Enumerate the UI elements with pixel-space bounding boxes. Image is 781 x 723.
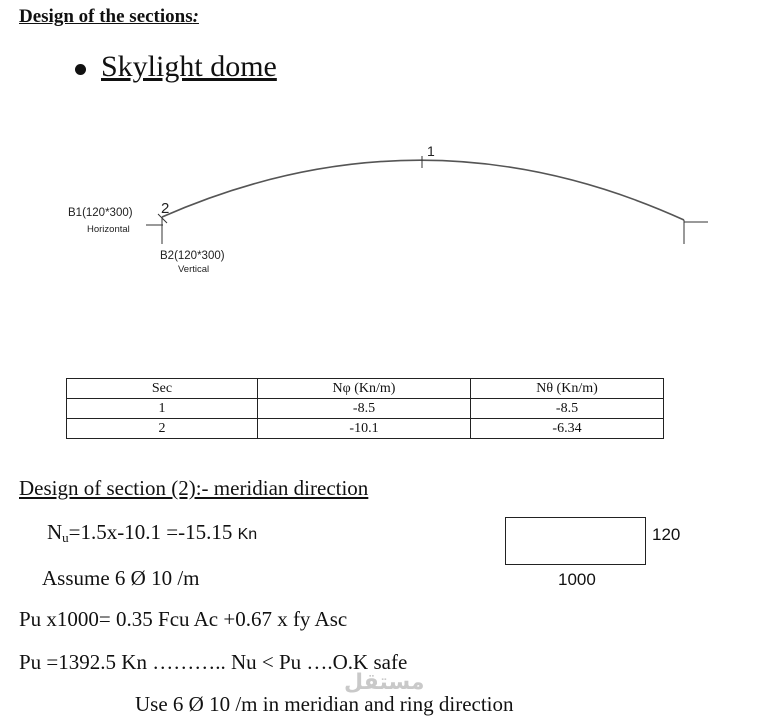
- point-2-label: 2: [161, 200, 170, 217]
- nu-subscript: u: [62, 530, 69, 545]
- heading-text: Design of the sections: [19, 6, 193, 27]
- bullet-item: [75, 50, 277, 84]
- section-rectangle: [505, 517, 646, 565]
- table-row: [67, 399, 664, 419]
- section-height-label: 120: [652, 525, 681, 544]
- section-heading: [19, 6, 199, 28]
- table-cell: 2: [67, 419, 258, 439]
- section-2-title: Design of section (2):- meridian direction: [19, 476, 369, 500]
- horizontal-label: Horizontal: [87, 224, 130, 235]
- header-n-theta: Nθ (Kn/m): [471, 379, 664, 399]
- beam-b2-label: B2(120*300): [160, 250, 225, 262]
- dome-arc: [162, 160, 684, 220]
- table-cell: 1: [67, 399, 258, 419]
- table-cell: -6.34: [471, 419, 664, 439]
- vertical-label: Vertical: [178, 264, 210, 275]
- watermark: مستقل: [344, 670, 425, 695]
- pu-equation: Pu x1000= 0.35 Fcu Ac +0.67 x fy Asc: [19, 607, 348, 631]
- table-cell: -8.5: [471, 399, 664, 419]
- table-row: [67, 419, 664, 439]
- nu-equation: [47, 520, 257, 545]
- header-sec: Sec: [67, 379, 258, 399]
- assume-line: Assume 6 Ø 10 /m: [42, 566, 200, 590]
- nu-unit: Kn: [237, 526, 258, 543]
- pu-check: Pu =1392.5 Kn ……….. Nu < Pu ….O.K safe: [19, 650, 408, 674]
- table-cell: -10.1: [258, 419, 471, 439]
- nu-value: =1.5x-10.1 =-15.15: [68, 520, 238, 544]
- use-line: Use 6 Ø 10 /m in meridian and ring direction: [135, 692, 514, 716]
- table-cell: -8.5: [258, 399, 471, 419]
- bullet-dot: [75, 64, 86, 75]
- beam-b1-label: B1(120*300): [68, 207, 133, 219]
- section-width-label: 1000: [558, 570, 596, 589]
- header-n-phi: Nφ (Kn/m): [258, 379, 471, 399]
- bullet-title: Skylight dome: [101, 50, 277, 83]
- point-1-label: 1: [427, 143, 435, 159]
- nu-symbol: N: [47, 520, 63, 544]
- table-header-row: [67, 379, 664, 399]
- forces-table: [66, 378, 664, 439]
- heading-colon: :: [192, 6, 199, 27]
